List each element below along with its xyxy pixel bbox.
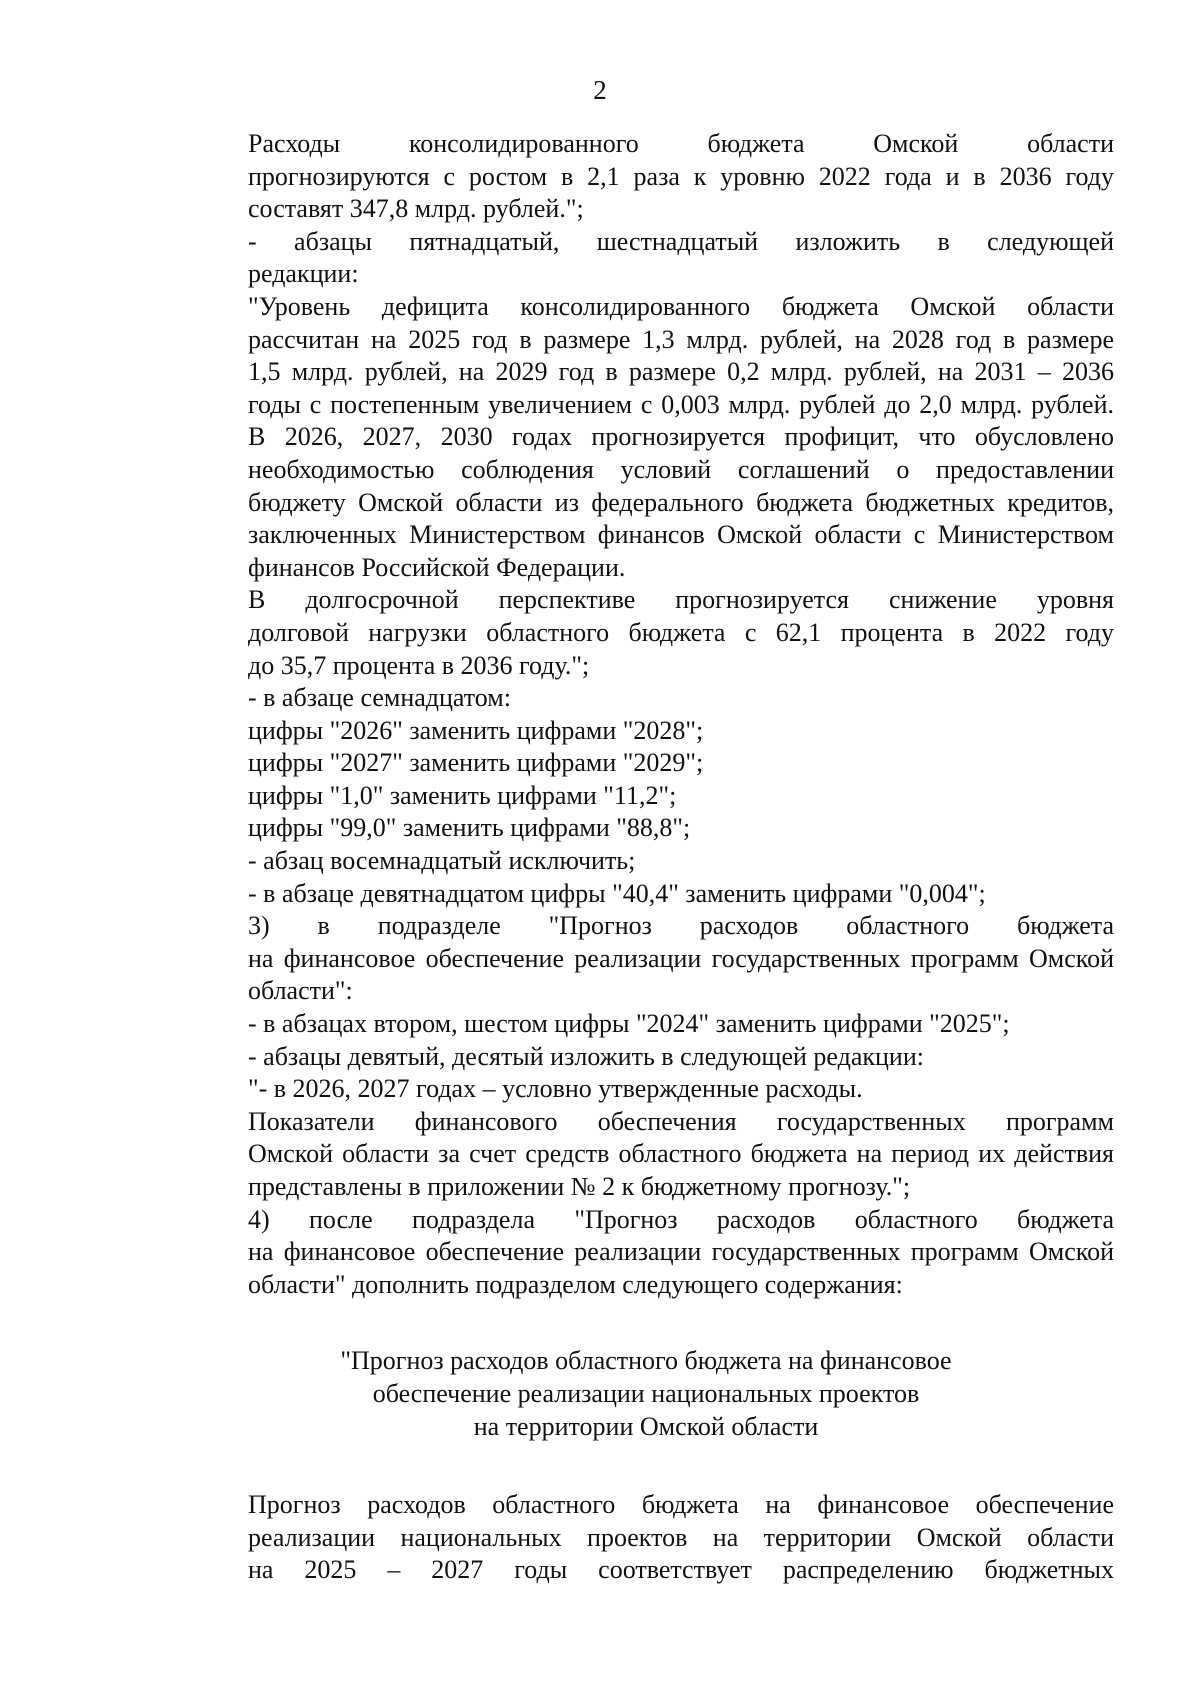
text-line: Показатели финансового обеспечения государственных программ: [248, 1106, 1114, 1136]
text-line: редакции:: [248, 259, 359, 289]
heading-line: на территории Омской области: [473, 1411, 819, 1441]
text-line: 3) в подразделе "Прогноз расходов областного бюджета: [248, 911, 1114, 941]
paragraph-amend-fifteen-sixteen: [178, 226, 1114, 291]
text-line: годы с постепенным увеличением с 0,003 млрд. рублей до 2,0 млрд. рублей.: [248, 389, 1114, 419]
paragraph-replace-99-0: [178, 812, 1114, 845]
text-line: цифры "99,0" заменить цифрами "88,8";: [248, 813, 691, 843]
text-line: области":: [248, 976, 353, 1006]
paragraph-conditional-expenses: [178, 1073, 1114, 1106]
paragraph-replace-1-0: [178, 780, 1114, 813]
heading-line: обеспечение реализации национальных проектов: [372, 1378, 920, 1408]
document-body: [178, 128, 1114, 1587]
paragraph-seventeenth: [178, 682, 1114, 715]
text-line: Прогноз расходов областного бюджета на финансовое обеспечение: [248, 1490, 1114, 1520]
text-line: - абзацы пятнадцатый, шестнадцатый изложить в следующей: [248, 226, 1114, 256]
paragraph-national-projects: [178, 1489, 1114, 1587]
text-line: - абзацы девятый, десятый изложить в следующей редакции:: [248, 1041, 924, 1071]
page-number: 2: [593, 75, 607, 105]
paragraph-nineteenth: [178, 878, 1114, 911]
paragraph-debt-load: [178, 584, 1114, 682]
text-line: "Уровень дефицита консолидированного бюджета Омской области: [248, 291, 1114, 321]
text-line: прогнозируются с ростом в 2,1 раза к уровню 2022 года и в 2036 году: [248, 161, 1114, 191]
paragraph-replace-2026: [178, 715, 1114, 748]
text-line: цифры "1,0" заменить цифрами "11,2";: [248, 780, 677, 810]
text-line: 1,5 млрд. рублей, на 2029 год в размере 0,2 млрд. рублей, на 2031 – 2036: [248, 357, 1114, 387]
text-line: до 35,7 процента в 2036 году.";: [248, 650, 590, 680]
text-line: - абзац восемнадцатый исключить;: [248, 846, 636, 876]
text-line: необходимостью соблюдения условий соглашений о предоставлении: [248, 454, 1114, 484]
paragraph-item-4: [178, 1204, 1114, 1302]
text-line: рассчитан на 2025 год в размере 1,3 млрд. рублей, на 2028 год в размере: [248, 324, 1114, 354]
text-line: 4) после подраздела "Прогноз расходов областного бюджета: [248, 1204, 1114, 1234]
text-line: бюджету Омской области из федерального бюджета бюджетных кредитов,: [248, 487, 1114, 517]
text-line: - в абзацах втором, шестом цифры "2024" заменить цифрами "2025";: [248, 1009, 1010, 1039]
text-line: - в абзаце семнадцатом:: [248, 683, 511, 713]
text-line: В 2026, 2027, 2030 годах прогнозируется профицит, что обусловлено: [248, 422, 1114, 452]
paragraph-item-3: [178, 910, 1114, 1008]
paragraph-ninth-tenth: [178, 1041, 1114, 1074]
text-line: цифры "2027" заменить цифрами "2029";: [248, 748, 704, 778]
text-line: "- в 2026, 2027 годах – условно утвержденные расходы.: [248, 1074, 863, 1104]
text-line: - в абзаце девятнадцатом цифры "40,4" заменить цифрами "0,004";: [248, 878, 986, 908]
text-line: Омской области за счет средств областного бюджета на период их действия: [248, 1139, 1114, 1169]
text-line: на финансовое обеспечение реализации государственных программ Омской: [248, 943, 1114, 973]
paragraph-second-sixth: [178, 1008, 1114, 1041]
paragraph-replace-2027: [178, 747, 1114, 780]
text-line: на 2025 – 2027 годы соответствует распределению бюджетных: [248, 1555, 1114, 1585]
paragraph-exclude-eighteenth: [178, 845, 1114, 878]
text-line: Расходы консолидированного бюджета Омской области: [248, 129, 1114, 158]
text-line: финансов Российской Федерации.: [248, 552, 626, 582]
text-line: составят 347,8 млрд. рублей.";: [248, 194, 584, 224]
paragraph-consolidated-expenses: [178, 128, 1114, 226]
text-line: цифры "2026" заменить цифрами "2028";: [248, 715, 704, 745]
heading-line: "Прогноз расходов областного бюджета на финансовое: [340, 1346, 952, 1376]
text-line: долговой нагрузки областного бюджета с 62,1 процента в 2022 году: [248, 617, 1114, 647]
paragraph-deficit-level: [178, 291, 1114, 584]
text-line: области" дополнить подразделом следующего содержания:: [248, 1269, 903, 1299]
subsection-heading: [178, 1345, 1114, 1443]
text-line: на финансовое обеспечение реализации государственных программ Омской: [248, 1237, 1114, 1267]
text-line: представлены в приложении № 2 к бюджетному прогнозу.";: [248, 1172, 911, 1201]
text-line: реализации национальных проектов на территории Омской области: [248, 1522, 1114, 1552]
paragraph-program-indicators: [178, 1106, 1114, 1204]
text-line: В долгосрочной перспективе прогнозируется снижение уровня: [248, 585, 1114, 615]
text-line: заключенных Министерством финансов Омской области с Министерством: [248, 520, 1114, 550]
